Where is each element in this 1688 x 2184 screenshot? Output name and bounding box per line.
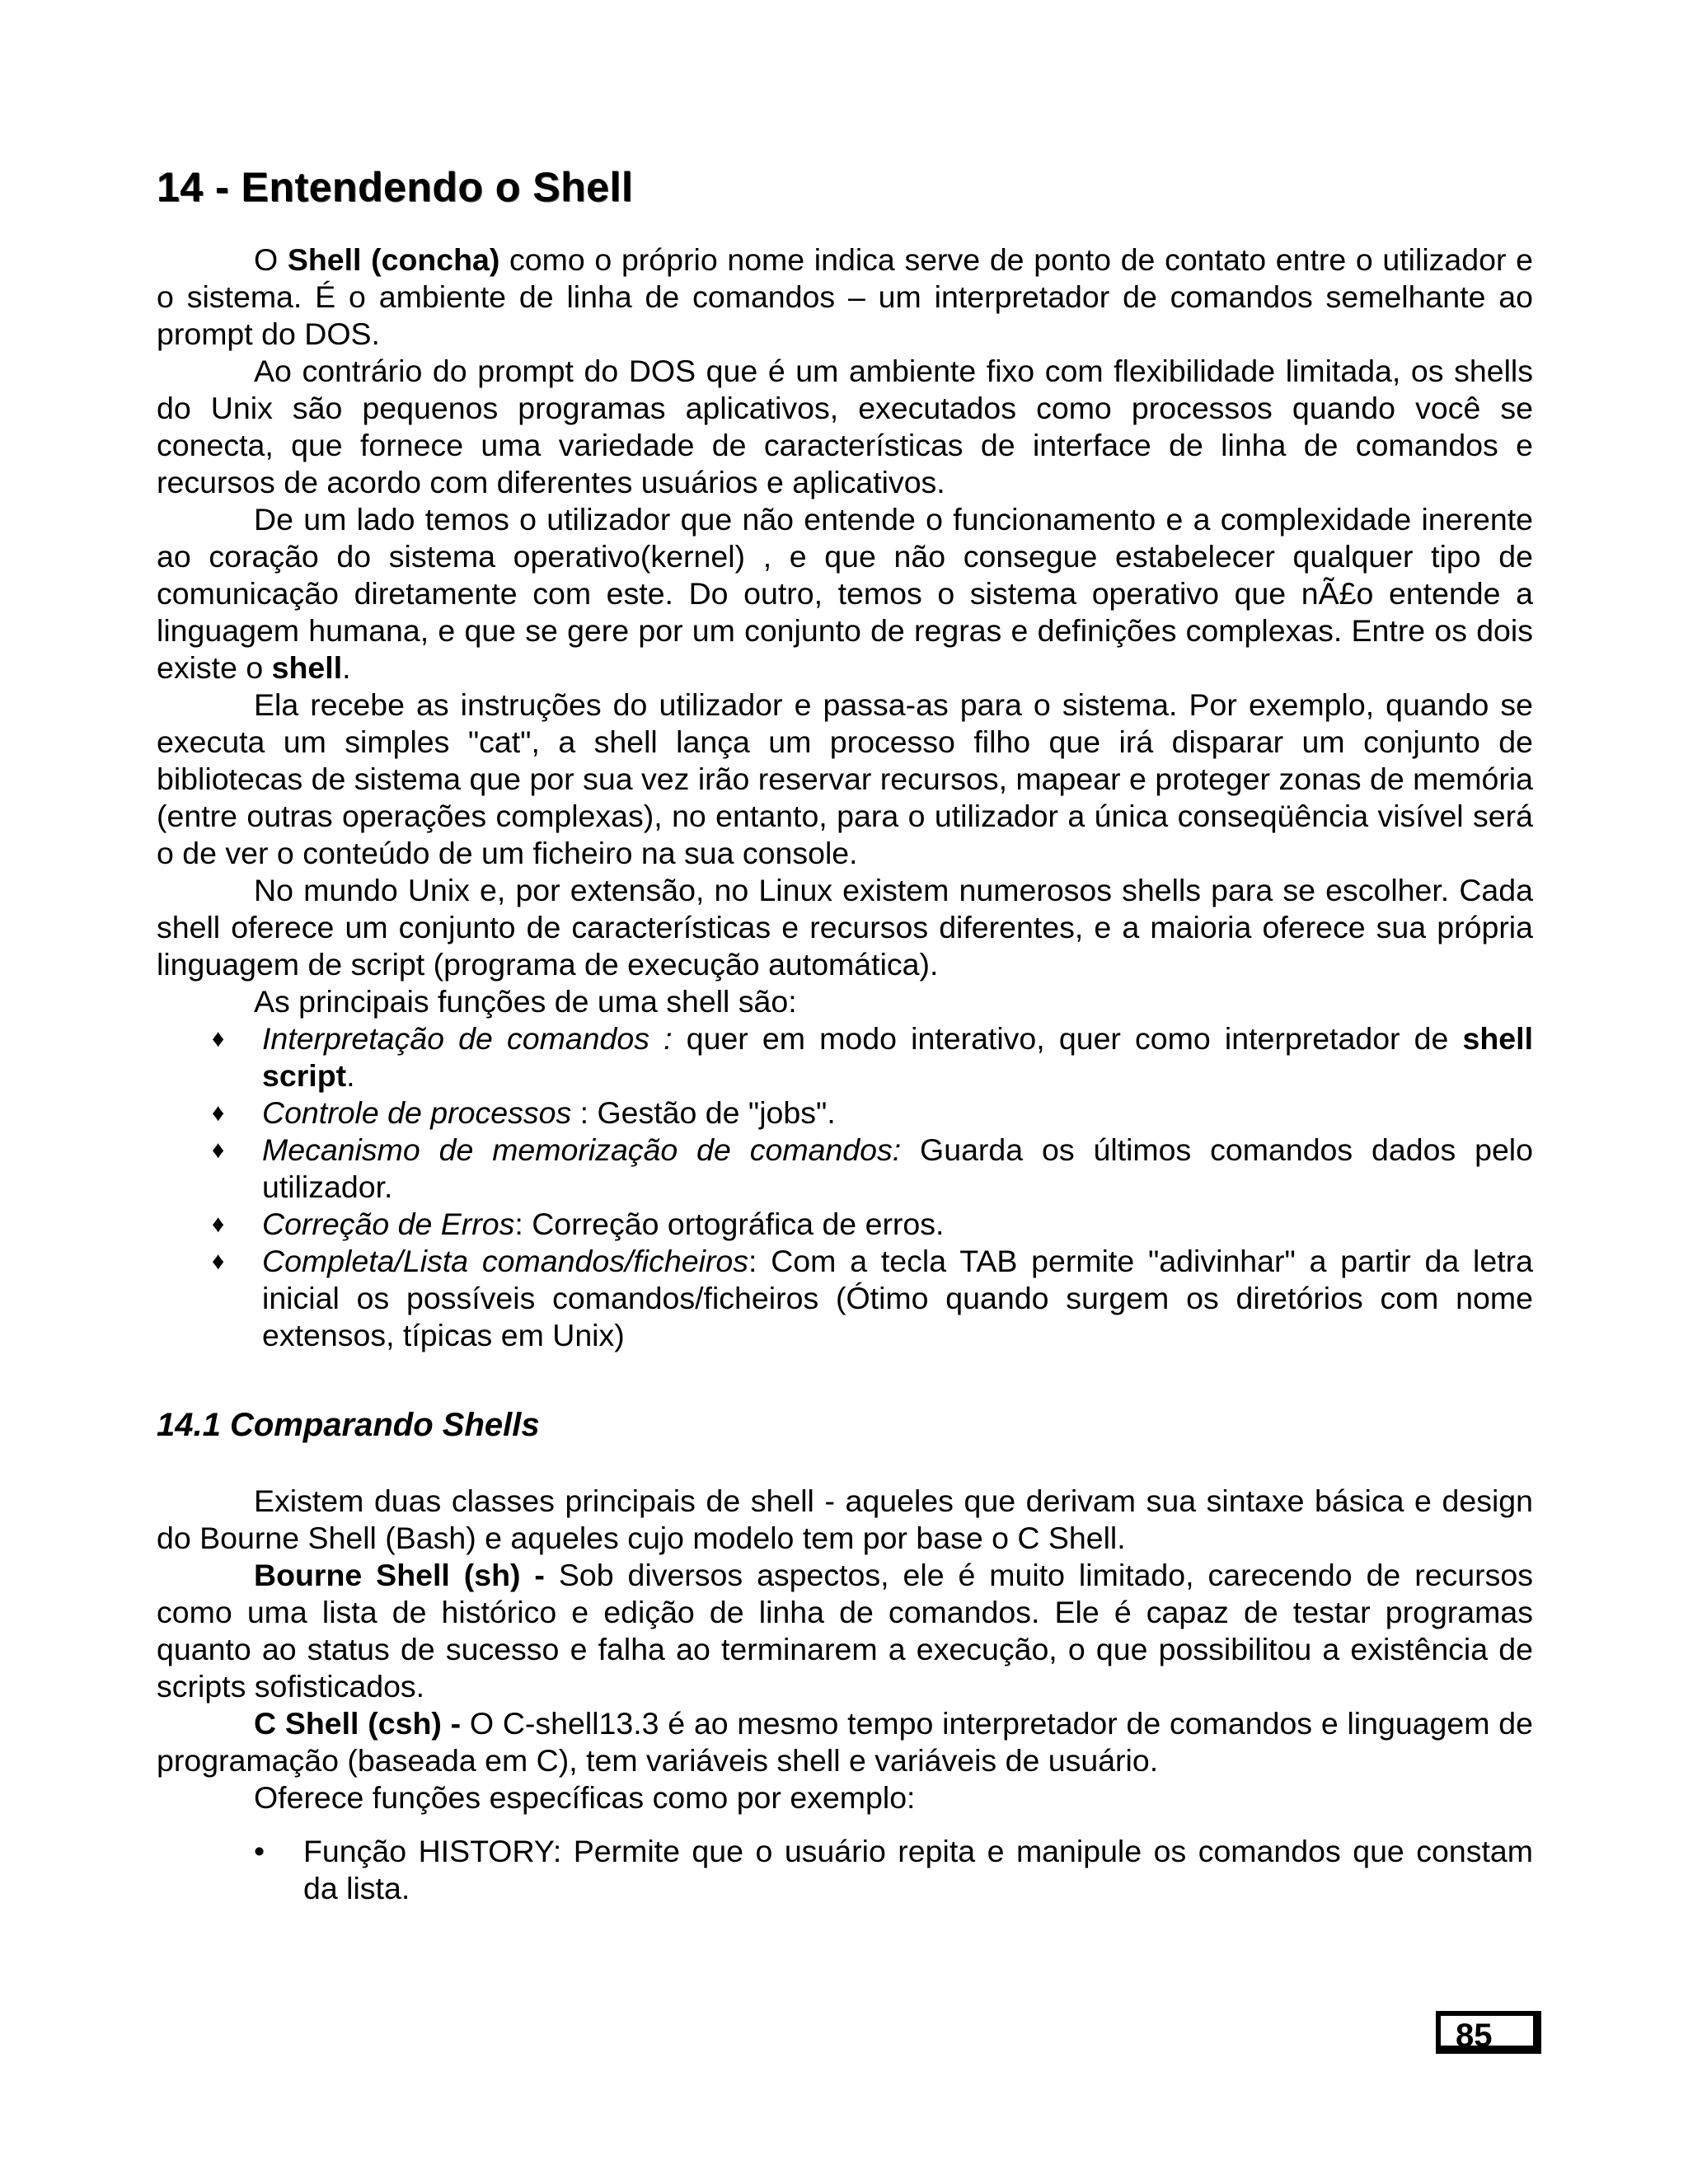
text: . <box>346 1058 355 1093</box>
document-page <box>157 165 1533 1907</box>
bold-text: C Shell (csh) - <box>254 1706 462 1741</box>
text: : Com a tecla TAB permite "adivinhar" a partir da letra inicial os possíveis comandos/ficheiros (Ótimo quando surgem os diretórios com nome extensos, típicas em Unix) <box>262 1244 1533 1352</box>
italic-term: Interpretação de comandos : <box>262 1021 673 1056</box>
paragraph-kernel <box>157 501 1533 687</box>
list-item <box>157 1833 1533 1907</box>
text: Sob diversos aspectos, ele é muito limitado, carecendo de recursos como uma lista de histórico e edição de linha de comandos. Ele é capaz de testar programas quanto ao status de sucesso e falha ao terminarem a execução, o que possibilitou a existência de scripts sofisticados. <box>157 1558 1534 1704</box>
paragraph-bourne-shell <box>157 1557 1533 1705</box>
text: O C-shell13.3 é ao mesmo tempo interpretador de comandos e linguagem de programação (baseada em C), tem variáveis shell e variáveis de usuário. <box>157 1706 1534 1778</box>
bold-text: Bourne Shell (sh) - <box>254 1558 545 1592</box>
text: quer em modo interativo, quer como interpretador de <box>672 1021 1463 1056</box>
bold-text: shell <box>271 650 343 685</box>
text: : Correção ortográfica de erros. <box>514 1207 945 1241</box>
dot-bullet-icon: • <box>254 1834 265 1868</box>
text: . <box>342 650 351 685</box>
diamond-bullet-icon: ♦ <box>212 1099 225 1127</box>
shell-functions-list <box>157 1020 1533 1354</box>
paragraph-dos-comparison: Ao contrário do prompt do DOS que é um ambiente fixo com flexibilidade limitada, os shells do Unix são pequenos programas aplicativos, executados como processos quando você se conecta, que fornece uma variedade de características de interface de linha de comandos e recursos de acordo com diferentes usuários e aplicativos. <box>157 354 1533 499</box>
paragraph-shell-intro <box>157 241 1533 353</box>
diamond-bullet-icon: ♦ <box>212 1248 225 1275</box>
paragraph-cat-example: Ela recebe as instruções do utilizador e passa-as para o sistema. Por exemplo, quando se executa um simples "cat", a shell lança um processo filho que irá disparar um conjunto de bibliotecas de sistema que por sua vez irão reservar recursos, mapear e proteger zonas de memória (entre outras operações complexas), no entanto, para o utilizador a única conseqüência visível será o de ver o conteúdo de um ficheiro na sua console. <box>157 687 1533 870</box>
paragraph-shell-classes: Existem duas classes principais de shell - aqueles que derivam sua sintaxe básica e design do Bourne Shell (Bash) e aqueles cujo modelo tem por base o C Shell. <box>157 1483 1533 1555</box>
paragraph-functions-intro: As principais funções de uma shell são: <box>254 984 797 1019</box>
paragraph-specific-functions: Oferece funções específicas como por exemplo: <box>254 1780 916 1815</box>
paragraph-unix-world: No mundo Unix e, por extensão, no Linux existem numerosos shells para se escolher. Cada shell oferece um conjunto de características e recursos diferentes, e a maioria oferece sua própria linguagem de script (programa de execução automática). <box>157 873 1533 982</box>
italic-term: Mecanismo de memorização de comandos: <box>262 1132 902 1167</box>
page-number-badge <box>1436 2011 1541 2054</box>
text: O <box>254 242 288 277</box>
paragraph-c-shell <box>157 1705 1533 1779</box>
c-shell-functions-list <box>157 1833 1533 1907</box>
italic-term: Correção de Erros <box>262 1207 515 1241</box>
italic-term: Completa/Lista comandos/ficheiros <box>262 1244 748 1278</box>
text: Função HISTORY: Permite que o usuário repita e manipule os comandos que constam da lista. <box>303 1834 1533 1905</box>
section-heading: 14.1 Comparando Shells <box>157 1407 540 1443</box>
bold-text: Shell (concha) <box>287 242 500 277</box>
text: como o próprio nome indica serve de ponto de contato entre o utilizador e o sistema. É o ambiente de linha de comandos – um interpretador de comandos semelhante ao prompt do DOS. <box>157 242 1533 351</box>
text: : Gestão de "jobs". <box>571 1095 836 1130</box>
diamond-bullet-icon: ♦ <box>212 1025 225 1052</box>
page-number: 85 <box>1456 2018 1493 2054</box>
text: De um lado temos o utilizador que não entende o funcionamento e a complexidade inerente ao coração do sistema operativo(kernel) , e que não consegue estabelecer qualquer tipo de comunicação diretamente com este. Do outro, temos o sistema operativo que nÃ£o entende a linguagem humana, e que se gere por um conjunto de regras e definições complexas. Entre os dois existe o <box>157 502 1533 685</box>
diamond-bullet-icon: ♦ <box>212 1211 225 1238</box>
page-title: 14 - Entendendo o Shell <box>157 164 634 210</box>
list-item <box>157 1094 1533 1132</box>
diamond-bullet-icon: ♦ <box>212 1137 225 1164</box>
bold-text: shell script <box>262 1021 1534 1093</box>
list-item <box>157 1132 1533 1206</box>
text: Guarda os últimos comandos dados pelo utilizador. <box>262 1132 1533 1204</box>
list-item <box>157 1206 1533 1243</box>
list-item <box>157 1243 1533 1354</box>
italic-term: Controle de processos <box>262 1095 572 1130</box>
list-item <box>157 1020 1533 1094</box>
